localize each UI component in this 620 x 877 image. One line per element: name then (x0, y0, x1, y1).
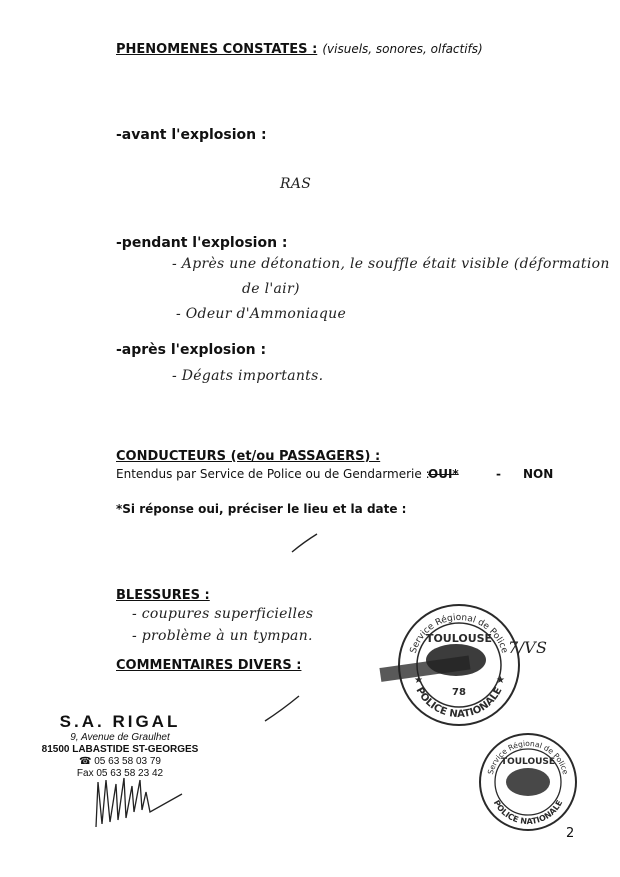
during-label: -pendant l'explosion : (116, 235, 288, 251)
phenomena-subheading: (visuels, sonores, olfactifs) (322, 42, 483, 56)
police-stamp-bottom (476, 730, 580, 834)
before-label: -avant l'explosion : (116, 127, 267, 143)
during-note-2: de l'air) (242, 281, 300, 297)
during-note-1: - Après une détonation, le souffle était visible (déformation (172, 256, 610, 272)
company-fax: Fax 05 63 58 23 42 (76, 768, 164, 779)
phenomena-heading: PHENOMENES CONSTATES : (116, 42, 318, 57)
after-label: -après l'explosion : (116, 342, 267, 358)
comments-slash-mark (262, 694, 302, 724)
signature (88, 772, 188, 834)
stamp-handwritten-ref: 7/VS (508, 638, 548, 657)
stamp-bottom-bottom-text: POLICE NATIONALE (491, 798, 565, 827)
stamp-top-ring-text: Service Régional de Police (408, 612, 510, 655)
company-phone: ☎ 05 63 58 03 79 (79, 756, 161, 767)
stamp-bottom-city: TOULOUSE (500, 757, 556, 767)
drivers-note: *Si réponse oui, préciser le lieu et la date : (116, 502, 407, 516)
phenomena-heading-row (116, 38, 483, 57)
company-address-1: 9, Avenue de Graulhet (70, 732, 170, 743)
stamp-top-bottom-text: POLICE NATIONALE (413, 685, 505, 721)
stamp-top-city: TOULOUSE (425, 632, 493, 645)
stamp-top-number: 78 (452, 687, 466, 698)
page-number: 2 (566, 826, 575, 841)
injuries-heading: BLESSURES : (116, 588, 210, 603)
injury-note-1: - coupures superficielles (132, 606, 314, 622)
before-note: RAS (280, 176, 312, 192)
star-icon: ★ (496, 675, 505, 686)
company-address-2: 81500 LABASTIDE ST-GEORGES (41, 744, 199, 755)
injury-note-2: - problème à un tympan. (132, 628, 313, 644)
yes-option-crossed: OUI* (428, 467, 459, 481)
stamp-smudge (378, 656, 478, 686)
option-separator: - (496, 467, 501, 481)
comments-heading: COMMENTAIRES DIVERS : (116, 658, 302, 673)
star-icon: ★ (414, 675, 423, 686)
after-note: - Dégats importants. (172, 368, 324, 384)
no-option: NON (523, 467, 554, 481)
company-name: S.A. RIGAL (59, 712, 181, 731)
stamp-bottom-ring-text: Service Régional de Police (485, 738, 571, 776)
drivers-heading: CONDUCTEURS (et/ou PASSAGERS) : (116, 449, 381, 464)
drivers-question: Entendus par Service de Police ou de Gendarmerie : (116, 467, 430, 481)
company-stamp (30, 712, 210, 780)
during-note-3: - Odeur d'Ammoniaque (176, 306, 347, 322)
blank-slash-mark (290, 532, 320, 554)
